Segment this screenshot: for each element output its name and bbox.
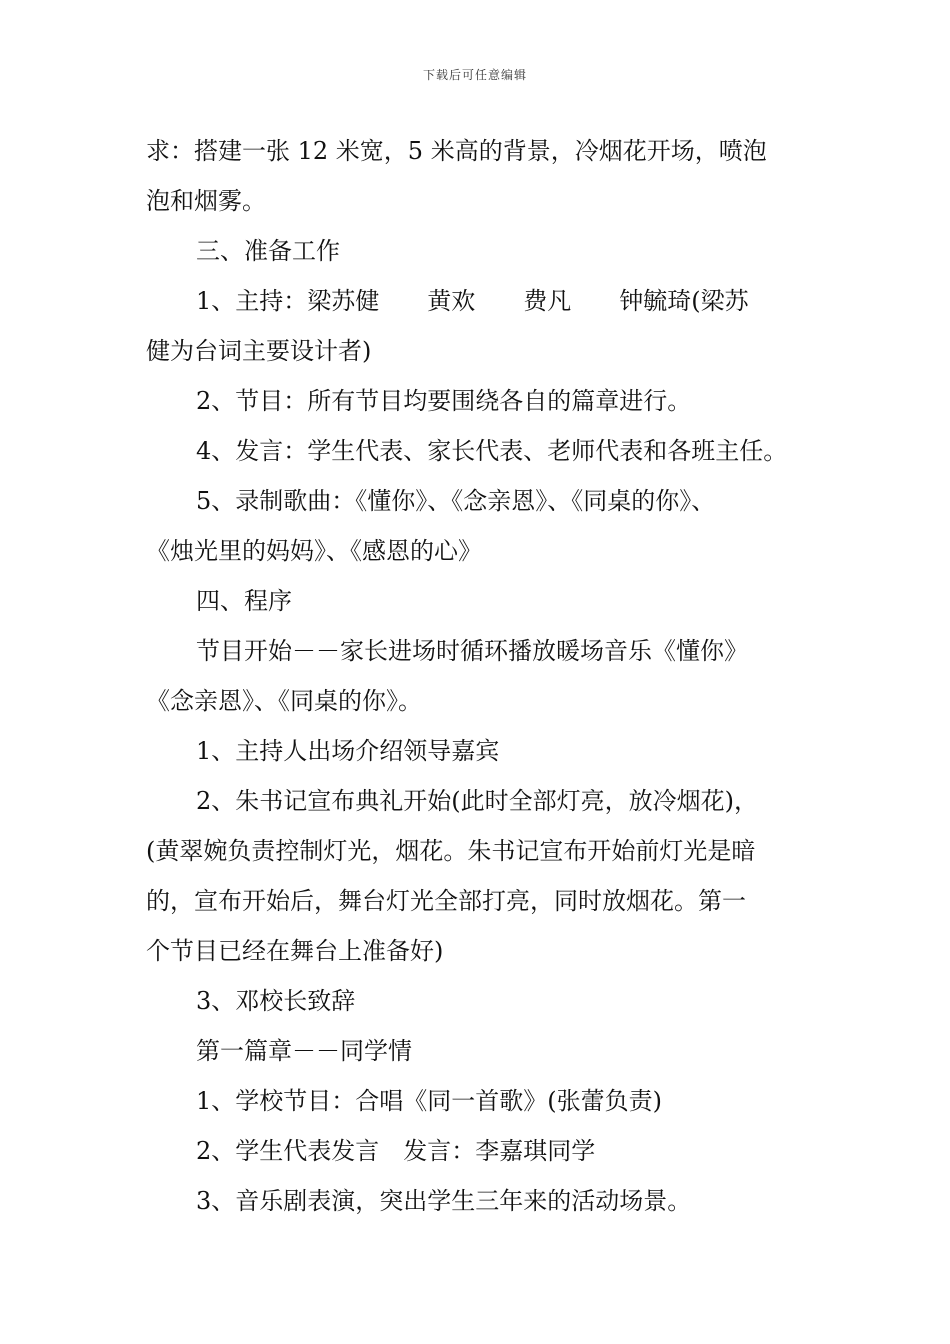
text-line-01: 求：搭建一张 12 米宽，5 米高的背景，冷烟花开场，喷泡 <box>146 137 767 165</box>
text-line-opening: 节目开始－－家长进场时循环播放暖场音乐《懂你》 <box>196 637 748 665</box>
text-line-16: 的，宣布开始后，舞台灯光全部打亮，同时放烟花。第一 <box>146 887 746 915</box>
text-line-17: 个节目已经在舞台上准备好) <box>146 937 444 965</box>
text-line-principal-speech: 3、邓校长致辞 <box>196 987 356 1015</box>
text-line-15: (黄翠婉负责控制灯光，烟花。朱书记宣布开始前灯光是暗 <box>146 837 756 865</box>
document-body <box>146 126 826 1226</box>
text-line-programs: 2、节目：所有节目均要围绕各自的篇章进行。 <box>196 387 692 415</box>
text-line-ceremony-start: 2、朱书记宣布典礼开始(此时全部灯亮，放冷烟花)， <box>196 787 758 815</box>
text-line-speeches: 4、发言：学生代表、家长代表、老师代表和各班主任。 <box>196 437 788 465</box>
text-line-musical: 3、音乐剧表演，突出学生三年来的活动场景。 <box>196 1187 692 1215</box>
text-line-chorus: 1、学校节目：合唱《同一首歌》(张蕾负责) <box>196 1087 662 1115</box>
page-header-note: 下载后可任意编辑 <box>422 68 527 82</box>
text-line-05: 健为台词主要设计者) <box>146 337 372 365</box>
section-heading-chapter-one: 第一篇章－－同学情 <box>196 1037 412 1065</box>
section-heading-preparation: 三、准备工作 <box>196 237 340 265</box>
section-heading-procedure: 四、程序 <box>196 587 292 615</box>
text-line-student-speech: 2、学生代表发言 发言：李嘉琪同学 <box>196 1137 596 1165</box>
text-line-songs: 5、录制歌曲：《懂你》、《念亲恩》、《同桌的你》、 <box>196 487 716 515</box>
text-line-02: 泡和烟雾。 <box>146 187 266 215</box>
text-line-host-intro: 1、主持人出场介绍领导嘉宾 <box>196 737 500 765</box>
text-line-12: 《念亲恩》、《同桌的你》。 <box>146 687 422 715</box>
text-line-09: 《烛光里的妈妈》、《感恩的心》 <box>146 537 482 565</box>
text-line-hosts: 1、主持：梁苏健 黄欢 费凡 钟毓琦(梁苏 <box>196 287 749 315</box>
